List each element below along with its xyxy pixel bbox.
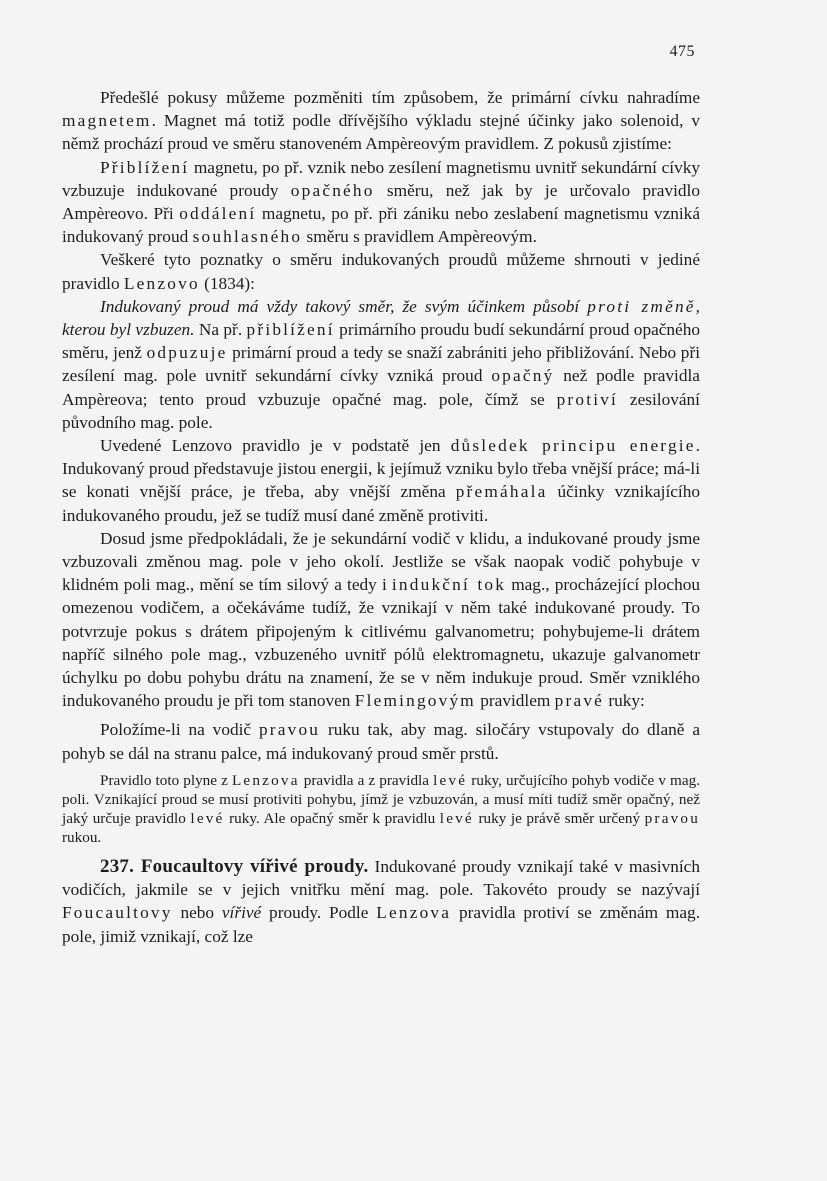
emphasis: Přiblížení xyxy=(100,157,190,177)
emphasis: souhlasného xyxy=(192,227,303,247)
text-run: magnetu, po př. při zániku nebo zeslabení magnetismu vzniká indukovaný proud xyxy=(62,204,700,247)
paragraph-energy xyxy=(62,434,700,527)
paragraph-magnet xyxy=(62,86,700,156)
paragraph-small-note xyxy=(62,771,700,847)
emphasis: Flemingovým xyxy=(354,691,476,711)
text-run: zesilování původního mag. pole. xyxy=(62,389,700,432)
text-run: ruku tak, aby mag. siločáry vstupovaly do dlaně a pohyb se dál na stranu palce, má indukovaný proud směr prstů. xyxy=(62,720,700,763)
emphasis: levé xyxy=(190,809,225,827)
text-run: primárního proudu budí sekundární proud opačného směru, jenž xyxy=(62,320,701,363)
text-run: směru, než jak by je určovalo pravidlo Ampèreovo. Při xyxy=(62,180,700,224)
text-run: nebo xyxy=(172,903,222,923)
emphasis: pravou xyxy=(258,720,321,740)
emphasis: Lenzova xyxy=(231,771,300,789)
emphasis: Foucaultovy xyxy=(62,903,173,923)
body-text xyxy=(62,86,700,948)
text-run: Položíme-li na vodič xyxy=(100,720,259,740)
emphasis: oddálení xyxy=(179,204,257,224)
paragraph-moving-conductor xyxy=(62,527,700,713)
emphasis: opačný xyxy=(491,366,555,386)
text-run: mag., procházející plochou omezenou vodičem, a očekáváme tudíž, že vznikají v něm také indukované proudy. To potvrzuje pokus s drátem připojeným k citlivému galvanometru; pohybujeme-li drátem napříč silného pole mag., vzbuzeného uvnitř pólů elektromagnetu, ukazuje galvanometr úchylku po dobu pohybu drátu na znamení, že se v něm indukuje proud. Směr vzniklého indukovaného proudu je při tom stanoven xyxy=(62,575,701,711)
text-run: Pravidlo toto plyne z xyxy=(100,771,232,789)
rule-italic: , kterou byl vzbuzen. xyxy=(62,296,700,340)
page-number: 475 xyxy=(669,43,695,60)
text-run: ruky, určujícího pohyb vodiče v mag. poli. Vznikající proud se musí protiviti pohybu, jímž je vzbuzován, a musí míti tudíž směr opačný, než jaký určuje pravidlo xyxy=(62,771,700,827)
text-run: účinky vznikajícího indukovaného proudu, jež se tudíž musí dané změně protiviti. xyxy=(62,482,701,525)
emphasis: opačného xyxy=(290,180,375,200)
paragraph-right-hand-rule xyxy=(62,712,700,764)
emphasis: indukční tok xyxy=(391,575,507,595)
text-run: směru s pravidlem Ampèreovým. xyxy=(302,227,537,247)
emphasis: přemáhala xyxy=(455,482,548,502)
emphasis: pravé xyxy=(554,691,605,711)
text-run: primární proud a tedy se snaží zabrániti jeho přibližování. Nebo při zesílení mag. pole uvnitř sekundární cívky vzniká proud xyxy=(62,343,701,386)
emphasis: pravou xyxy=(644,809,701,827)
text-run: pravidla a z pravidla xyxy=(299,771,434,789)
text-run: rukou. xyxy=(62,828,102,846)
emphasis-italic: vířivé xyxy=(221,903,262,923)
text-run: ruky je právě směr určený xyxy=(473,809,645,827)
emphasis: Lenzovo xyxy=(123,273,200,293)
text-run: pravidlem xyxy=(475,691,555,711)
text-run: Indukované proudy vznikají také v masivních vodičích, jakmile se v jejich vnitřku mění mag. pole. Takovéto proudy se nazývají xyxy=(62,856,700,900)
emphasis: přiblížení xyxy=(246,320,335,340)
emphasis: Lenzova xyxy=(376,903,452,923)
text-run: pravidla protiví se změnám mag. pole, jimiž vznikají, což lze xyxy=(62,903,701,946)
text-run: Veškeré tyto poznatky o směru indukovaných proudů můžeme shrnouti v jediné pravidlo xyxy=(62,250,700,293)
emphasis: důsledek principu energie xyxy=(450,436,696,456)
emphasis: protiví xyxy=(556,389,619,409)
text-run: než podle pravidla Ampèreova; tento proud vzbuzuje opačné mag. pole, čímž se xyxy=(62,366,700,409)
text-run: Uvedené Lenzovo pravidlo je v podstatě jen xyxy=(100,436,451,456)
text-run: ruky: xyxy=(604,691,645,711)
text-run: proudy. Podle xyxy=(261,903,377,923)
emphasis: odpuzuje xyxy=(146,343,228,363)
text-run: Dosud jsme předpokládali, že je sekundární vodič v klidu, a indukované proudy jsme vzbuzovali změnou mag. pole v jeho okolí. Jestliže se však naopak vodič pohybuje v klidném poli mag., mění se tím silový a tedy i xyxy=(62,528,700,595)
rule-italic: Indukovaný proud má vždy takový směr, že svým účinkem působí xyxy=(100,296,588,316)
text-run: Předešlé pokusy můžeme pozměniti tím způsobem, že primární cívku nahradíme xyxy=(100,88,700,107)
text-run: (1834): xyxy=(199,273,255,293)
text-run: . Magnet má totiž podle dřívějšího výkladu stejné účinky jako solenoid, v němž prochází proud ve směru stanoveném Ampèreovým pravidlem. Z pokusů zjistíme: xyxy=(62,111,700,154)
text-run: magnetu, po př. vznik nebo zesílení magnetismu uvnitř sekundární cívky vzbuzuje indukované proudy xyxy=(62,157,700,200)
text-run: . Indukovaný proud představuje jistou energii, k jejímuž vzniku bylo třeba vnější práce; má-li se konati vnější práce, je třeba, aby vnější změna xyxy=(62,436,700,502)
paragraph-approach xyxy=(62,156,700,249)
emphasis: levé xyxy=(433,771,468,789)
emphasis: magnetem xyxy=(62,111,152,131)
paragraph-lenz-intro xyxy=(62,248,700,294)
section-heading: 237. Foucaultovy vířivé proudy. xyxy=(100,855,369,877)
rule-italic-spaced: proti změně xyxy=(587,296,696,316)
text-run: ruky. Ale opačný směr k pravidlu xyxy=(224,809,440,827)
text-run: Na př. xyxy=(194,320,247,340)
paragraph-lenz-rule xyxy=(62,295,700,434)
section-237 xyxy=(62,855,700,948)
emphasis: levé xyxy=(439,809,474,827)
